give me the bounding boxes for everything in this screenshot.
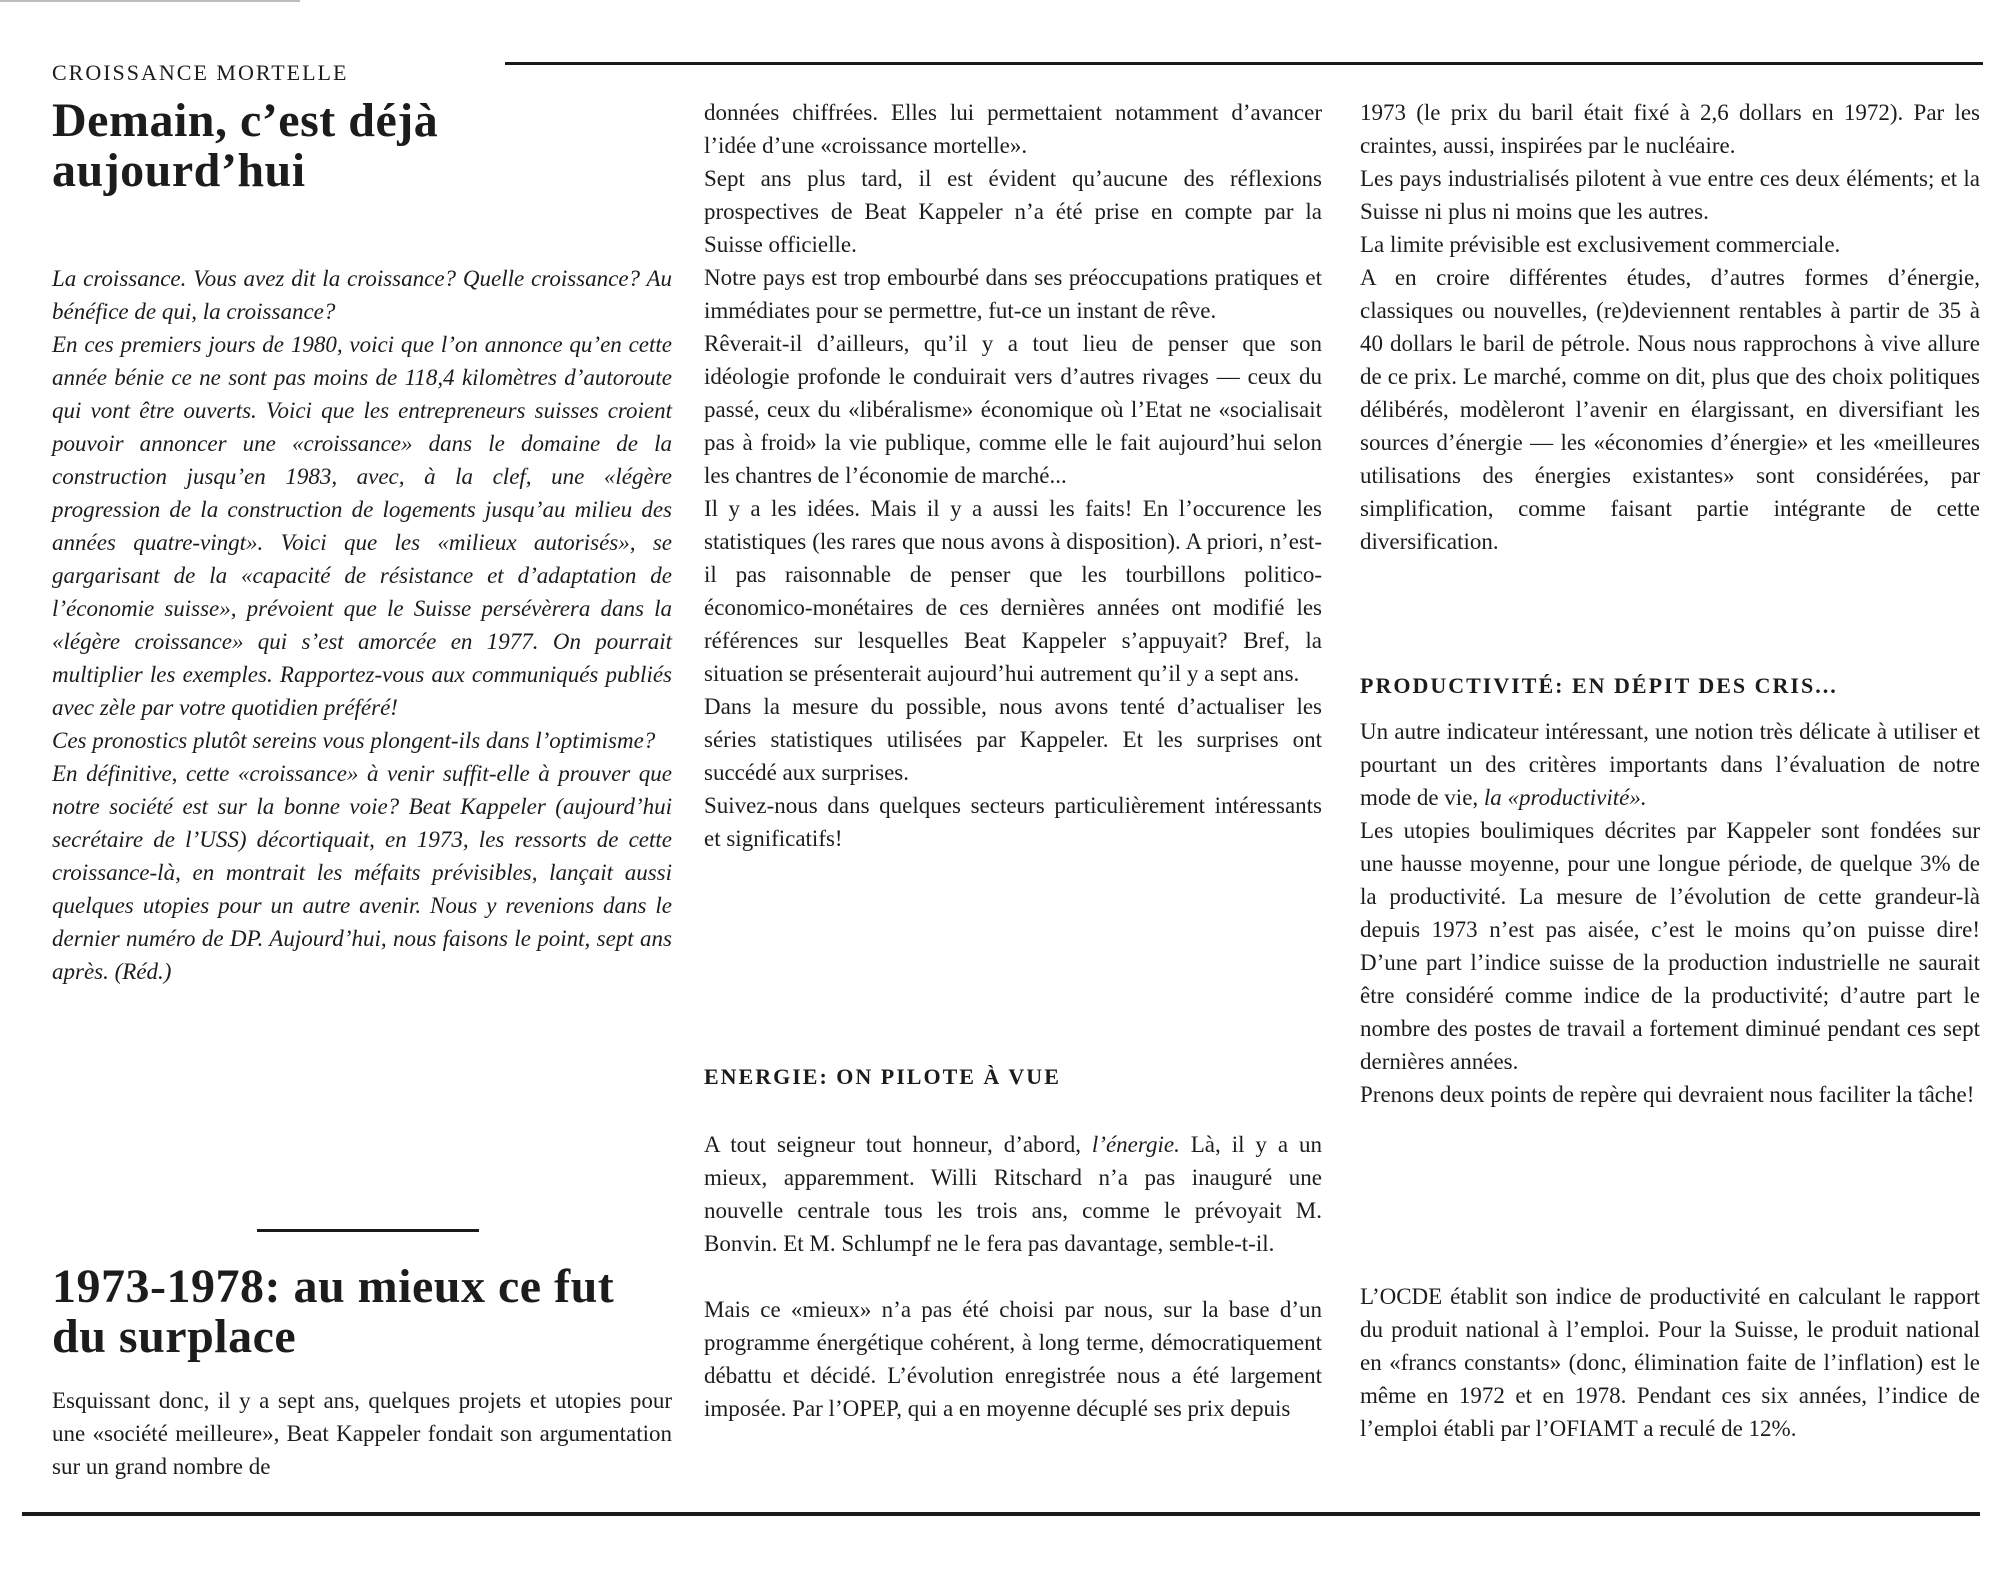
body-paragraph: Suivez-nous dans quelques secteurs particulièrement intéressants et significatifs! (704, 793, 1322, 851)
section-body-continued (704, 96, 1322, 855)
intro-paragraph: En définitive, cette «croissance» à venir suffit-elle à prouver que notre société est sur la bonne voie? Beat Kappeler (aujourd’hui secrétaire de l’USS) décortiquait, en 1973, les ressorts de cette croissance-là, en montrait les méfaits prévisibles, lançait aussi quelques utopies pour un autre avenir. Nous y revenions dans le dernier numéro de DP. Aujourd’hui, nous faisons le point, sept ans après. (Réd.) (52, 761, 672, 984)
body-paragraph: Prenons deux points de repère qui devraient nous faciliter la tâche! (1360, 1082, 1975, 1107)
productivite-body-continued (1360, 1280, 1980, 1445)
body-paragraph: Notre pays est trop embourbé dans ses préoccupations pratiques et immédiates pour se permettre, fut-ce un instant de rêve. (704, 265, 1322, 323)
productivite-body (1360, 715, 1980, 1111)
emphasis: la «productivité». (1483, 785, 1647, 810)
productivite-subhead: PRODUCTIVITÉ: EN DÉPIT DES CRIS... (1360, 673, 1838, 698)
energie-subhead: ENERGIE: ON PILOTE À VUE (704, 1064, 1061, 1089)
footer-rule (22, 1512, 1980, 1516)
body-paragraph: Rêverait-il d’ailleurs, qu’il y a tout lieu de penser que son idéologie profonde le conduirait vers d’autres rivages — ceux du passé, ceux du «libéralisme» économique où l’Etat ne «socialisait pas à froid» la vie publique, comme elle le fait aujourd’hui selon les chantres de l’économie de marché... (704, 331, 1322, 488)
text-run: Un autre indicateur intéressant, une notion très délicate à utiliser et pourtant un des critères importants dans l’évaluation de notre mode de vie, (1360, 719, 1980, 810)
section-divider (257, 1229, 479, 1232)
body-paragraph (1360, 715, 1980, 814)
body-paragraph: Dans la mesure du possible, nous avons tenté d’actualiser les séries statistiques utilisées par Kappeler. Et les surprises ont succédé aux surprises. (704, 694, 1322, 785)
body-paragraph: Mais ce «mieux» n’a pas été choisi par nous, sur la base d’un programme énergétique cohérent, à long terme, démocratiquement débattu et décidé. L’évolution enregistrée nous a été largement imposée. Par l’OPEP, qui a en moyenne décuplé ses prix depuis (704, 1297, 1322, 1421)
energie-body (704, 1128, 1322, 1425)
header-rule (505, 62, 1983, 65)
top-edge-rule (0, 0, 300, 2)
body-paragraph: données chiffrées. Elles lui permettaient notamment d’avancer l’idée d’une «croissance mortelle». (704, 100, 1322, 158)
article-intro (52, 262, 672, 988)
energie-body-continued (1360, 96, 1980, 558)
emphasis: l’énergie. (1091, 1132, 1180, 1157)
article-kicker: CROISSANCE MORTELLE (52, 60, 349, 85)
body-paragraph: Esquissant donc, il y a sept ans, quelques projets et utopies pour une «société meilleure», Beat Kappeler fondait son argumentation sur un grand nombre de (52, 1388, 672, 1479)
body-paragraph: Il y a les idées. Mais il y a aussi les faits! En l’occurence les statistiques (les rares que nous avons à disposition). A priori, n’est-il pas raisonnable de penser que les tourbillons politico-économico-monétaires de ces dernières années ont modifié les références sur lesquelles Beat Kappeler s’appuyait? Bref, la situation se présenterait aujourd’hui autrement qu’il y a sept ans. (704, 496, 1322, 686)
intro-paragraph: Ces pronostics plutôt sereins vous plongent-ils dans l’optimisme? (52, 728, 656, 753)
body-paragraph: Sept ans plus tard, il est évident qu’aucune des réflexions prospectives de Beat Kappeler n’a été prise en compte par la Suisse officielle. (704, 166, 1322, 257)
section-headline: 1973-1978: au mieux ce fut du surplace (52, 1260, 615, 1363)
intro-paragraph: En ces premiers jours de 1980, voici que l’on annonce qu’en cette année bénie ce ne sont pas moins de 118,4 kilomètres d’autoroute qui vont être ouverts. Voici que les entrepreneurs suisses croient pouvoir annoncer une «croissance» dans le domaine de la construction jusqu’en 1983, avec, à la clef, une «légère progression de la construction de logements jusqu’au milieu des années quatre-vingt». Voici que les «milieux autorisés», se gargarisant de la «capacité de résistance et d’adaptation de l’économie suisse», prévoient que le Suisse persévèrera dans la «légère croissance» qui s’est amorcée en 1977. On pourrait multiplier les exemples. Rapportez-vous aux communiqués publiés avec zèle par votre quotidien préféré! (52, 332, 672, 720)
intro-paragraph: La croissance. Vous avez dit la croissance? Quelle croissance? Au bénéfice de qui, la croissance? (52, 266, 672, 324)
body-paragraph (704, 1128, 1322, 1260)
text-run: A tout seigneur tout honneur, d’abord, (704, 1132, 1092, 1157)
body-paragraph: Les utopies boulimiques décrites par Kappeler sont fondées sur une hausse moyenne, pour une longue période, de quelque 3% de la productivité. La mesure de l’évolution de cette grandeur-là depuis 1973 n’est pas aisée, c’est le moins qu’on puisse dire! D’une part l’indice suisse de la production industrielle ne saurait être considéré comme indice de la productivité; d’autre part le nombre des postes de travail a fortement diminué pendant ces sept dernières années. (1360, 818, 1980, 1074)
body-paragraph: 1973 (le prix du baril était fixé à 2,6 dollars en 1972). Par les craintes, aussi, inspirées par le nucléaire. (1360, 100, 1980, 158)
text-run: Là, il y a un mieux, apparemment. Willi Ritschard n’a pas inauguré une nouvelle centrale tous les trois ans, comme le prévoyait M. Bonvin. Et M. Schlumpf ne le fera pas davantage, semble-t-il. (704, 1132, 1322, 1256)
body-paragraph: L’OCDE établit son indice de productivité en calculant le rapport du produit national à l’emploi. Pour la Suisse, le produit national en «francs constants» (donc, élimination faite de l’inflation) est le même en 1972 et en 1978. Pendant ces six années, l’indice de l’emploi établi par l’OFIAMT a reculé de 12%. (1360, 1284, 1980, 1441)
article-headline: Demain, c’est déjà aujourd’hui (52, 94, 439, 197)
section-body (52, 1384, 672, 1483)
body-paragraph: Les pays industrialisés pilotent à vue entre ces deux éléments; et la Suisse ni plus ni moins que les autres. (1360, 166, 1980, 224)
body-paragraph: A en croire différentes études, d’autres formes d’énergie, classiques ou nouvelles, (re)deviennent rentables à partir de 35 à 40 dollars le baril de pétrole. Nous nous rapprochons à vive allure de ce prix. Le marché, comme on dit, plus que des choix politiques délibérés, modèleront l’avenir en élargissant, en diversifiant les sources d’énergie — les «économies d’énergie» et les «meilleures utilisations des énergies existantes» sont considérées, par simplification, comme faisant partie intégrante de cette diversification. (1360, 265, 1980, 554)
body-paragraph: La limite prévisible est exclusivement commerciale. (1360, 232, 1841, 257)
